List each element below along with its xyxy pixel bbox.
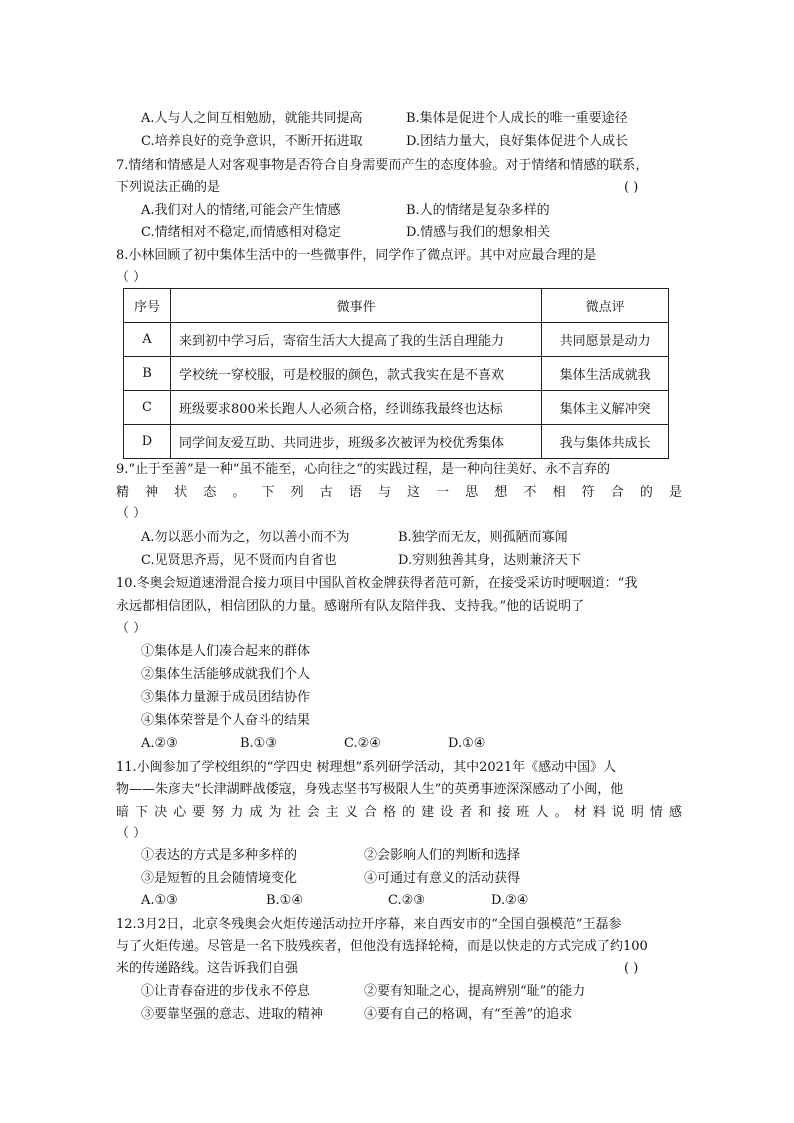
q11-option-b: B.①④ <box>266 893 303 908</box>
table-cell-event: 来到初中学习后，寄宿生活大大提高了我的生活自理能力 <box>170 323 541 357</box>
q11-stem-line-2: 物——朱彦夫“长津湖畔战倭寇，身残志坚书写极限人生”的英勇事迹深深感动了小闽，他 <box>116 782 624 797</box>
q11-statement-2: ②会影响人们的判断和选择 <box>364 848 521 863</box>
q7-option-a: A.我们对人的情绪,可能会产生情感 <box>141 203 341 218</box>
q12-statement-4: ④要有自己的格调，有“至善”的追求 <box>364 1007 573 1022</box>
q6-option-b: B.集体是促进个人成长的唯一重要途径 <box>406 111 628 126</box>
q9-option-b: B.独学而无友，则孤陋而寡闻 <box>398 530 568 545</box>
table-cell-event: 同学间友爱互助、共同进步，班级多次被评为校优秀集体 <box>170 425 541 459</box>
q10-option-a: A.②③ <box>141 736 178 751</box>
q10-option-c: C.②④ <box>344 736 381 751</box>
table-header-comment: 微点评 <box>542 289 669 323</box>
q10-statement-1: ①集体是人们凑合起来的群体 <box>141 644 311 659</box>
table-cell-id: D <box>124 425 171 459</box>
table-row <box>124 323 669 357</box>
q9-stem-line-1: 9.“止于至善”是一种“虽不能至，心向往之”的实践过程，是一种向往美好、永不言弃的 <box>116 462 610 477</box>
table-cell-id: C <box>124 391 171 425</box>
q12-statement-1: ①让青春奋进的步伐永不停息 <box>141 984 311 999</box>
table-cell-comment: 我与集体共成长 <box>542 425 669 459</box>
q7-option-d: D.情感与我们的想象相关 <box>406 225 551 240</box>
q7-option-c: C.情绪相对不稳定,而情感相对稳定 <box>141 225 341 240</box>
table-row <box>124 391 669 425</box>
q10-stem-line-1: 10.冬奥会短道速滑混合接力项目中国队首枚金牌获得者范可新，在接受采访时哽咽道：“我 <box>116 576 638 591</box>
table-cell-event: 班级要求800米长跑人人必须合格，经训练我最终也达标 <box>170 391 541 425</box>
q10-statement-3: ③集体力量源于成员团结协作 <box>141 690 311 705</box>
q11-option-a: A.①③ <box>141 893 178 908</box>
q9-option-c: C.见贤思齐焉，见不贤而内自省也 <box>141 553 337 568</box>
q7-option-b: B.人的情绪是复杂多样的 <box>406 203 550 218</box>
q10-answer-blank: （ ） <box>116 621 147 636</box>
q8-answer-blank: （ ） <box>116 270 147 285</box>
q6-option-d: D.团结力量大，良好集体促进个人成长 <box>406 134 629 149</box>
q12-stem-line-3: 米的传递路线。这告诉我们自强 <box>116 961 299 976</box>
table-cell-comment: 共同愿景是动力 <box>542 323 669 357</box>
q10-stem-line-2: 永远都相信团队，相信团队的力量。感谢所有队友陪伴我、支持我。”他的话说明了 <box>116 599 585 614</box>
q11-statement-3: ③是短暂的且会随情境变化 <box>141 871 298 886</box>
q11-stem-line-1: 11.小闽参加了学校组织的“学四史 树理想”系列研学活动，其中2021年《感动中国》人 <box>116 760 617 775</box>
table-row <box>124 357 669 391</box>
q11-option-d: D.②④ <box>491 893 529 908</box>
table-cell-comment: 集体生活成就我 <box>542 357 669 391</box>
q12-answer-blank: ( ) <box>624 961 639 976</box>
q11-answer-blank: （ ） <box>116 826 147 841</box>
q7-stem-line-1: 7.情绪和情感是人对客观事物是否符合自身需要而产生的态度体验。对于情绪和情感的联系， <box>116 158 649 173</box>
table-cell-id: A <box>124 323 171 357</box>
q11-option-c: C.②③ <box>388 893 425 908</box>
q10-statement-2: ②集体生活能够成就我们个人 <box>141 667 311 682</box>
q9-stem-line-2: 精神状态。下列古语与这一思想不相符合的是 <box>116 485 682 500</box>
q7-answer-blank: ( ) <box>624 180 639 195</box>
q11-stem-line-3: 暗下决心要努力成为社会主义合格的建设者和接班人。材料说明情感 <box>116 805 682 820</box>
q11-statement-1: ①表达的方式是多种多样的 <box>141 848 298 863</box>
q12-stem-line-2: 与了火炬传递。尽管是一名下肢残疾者，但他没有选择轮椅，而是以快走的方式完成了约100 <box>116 939 648 954</box>
table-cell-comment: 集体主义解冲突 <box>542 391 669 425</box>
q9-answer-blank: （ ） <box>116 506 147 521</box>
q9-option-d: D.穷则独善其身，达则兼济天下 <box>398 553 582 568</box>
table-header-event: 微事件 <box>170 289 541 323</box>
q6-option-c: C.培养良好的竞争意识，不断开拓进取 <box>141 134 363 149</box>
q7-stem-line-2: 下列说法正确的是 <box>116 180 221 195</box>
table-row <box>124 425 669 459</box>
q12-statement-2: ②要有知耻之心，提高辨别“耻”的能力 <box>364 984 586 999</box>
q12-stem-line-1: 12.3月2日，北京冬残奥会火炬传递活动拉开序幕，来自西安市的“全国自强模范”王磊参 <box>116 917 622 932</box>
q8-table <box>123 288 669 459</box>
table-header-row <box>124 289 669 323</box>
q8-stem-line-1: 8.小林回顾了初中集体生活中的一些微事件，同学作了微点评。其中对应最合理的是 <box>116 248 597 263</box>
q9-option-a: A.勿以恶小而为之，勿以善小而不为 <box>141 530 350 545</box>
q11-statement-4: ④可通过有意义的活动获得 <box>364 871 521 886</box>
q10-option-b: B.①③ <box>240 736 277 751</box>
q6-option-a: A.人与人之间互相勉励，就能共同提高 <box>141 111 363 126</box>
q10-statement-4: ④集体荣誉是个人奋斗的结果 <box>141 713 311 728</box>
table-cell-event: 学校统一穿校服，可是校服的颜色，款式我实在是不喜欢 <box>170 357 541 391</box>
table-header-id: 序号 <box>124 289 171 323</box>
q12-statement-3: ③要靠坚强的意志、进取的精神 <box>141 1007 324 1022</box>
q10-option-d: D.①④ <box>448 736 486 751</box>
table-cell-id: B <box>124 357 171 391</box>
